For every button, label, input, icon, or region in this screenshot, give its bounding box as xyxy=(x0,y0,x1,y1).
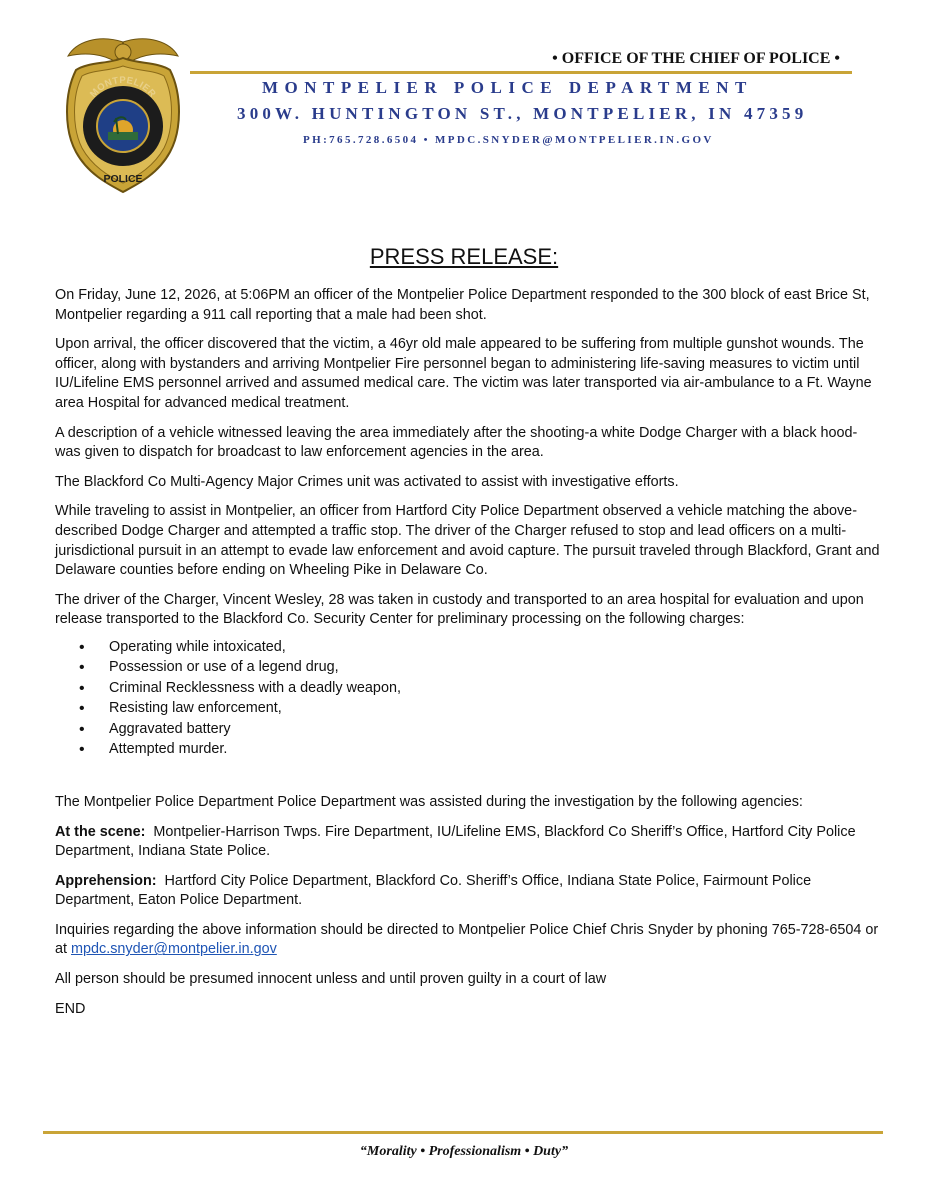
email-link[interactable]: mpdc.snyder@montpelier.in.gov xyxy=(71,941,277,958)
department-contact: PH:765.728.6504 • MPDC.SNYDER@MONTPELIER.IN.GOV xyxy=(303,134,714,146)
at-scene-agencies: Montpelier-Harrison Twps. Fire Department, IU/Lifeline EMS, Blackford Co Sheriff’s Office, Hartford City Police Department, Indiana State Police. xyxy=(55,823,860,860)
spacer xyxy=(55,761,885,793)
apprehension-agencies: Hartford City Police Department, Blackford Co. Sheriff’s Office, Indiana State Police, Fairmount Police Department, Eaton Police Department. xyxy=(55,872,816,909)
paragraph-presumed-innocent: All person should be presumed innocent unless and until proven guilty in a court of law xyxy=(55,971,607,988)
list-item: • Attempted murder. xyxy=(109,740,885,761)
end-marker: END xyxy=(55,1000,86,1017)
at-scene-label: At the scene: xyxy=(55,823,146,840)
paragraph-apprehension xyxy=(55,872,885,911)
police-badge-logo xyxy=(58,34,188,194)
paragraph-arrival: Upon arrival, the officer discovered that the victim, a 46yr old male appeared to be suffering from multiple gunshot wounds. The officer, along with bystanders and arriving Montpelier Fire personnel began to administering life-saving measures to victim until IU/Lifeline EMS personnel arrived and assumed medical care. The victim was later transported via air-ambulance to a Ft. Wayne area Hospital for advanced medical treatment. xyxy=(55,336,872,411)
inquiries-text: Inquiries regarding the above information should be directed to Montpelier Police Chief Chris Snyder by phoning 765-728-6504 or at xyxy=(55,921,879,958)
footer-motto: “Morality • Professionalism • Duty” xyxy=(359,1144,569,1159)
list-item: • Possession or use of a legend drug, xyxy=(109,658,885,679)
apprehension-label: Apprehension: xyxy=(55,872,157,889)
paragraph-pursuit: While traveling to assist in Montpelier, an officer from Hartford City Police Department observed a vehicle matching the above-described Dodge Charger and attempted a traffic stop. The driver of the Charger refused to stop and lead officers on a multi-jurisdictional pursuit in an attempt to evade law enforcement and avoid capture. The pursuit traveled through Blackford, Grant and Delaware counties before ending on Wheeling Pike in Delaware Co. xyxy=(55,503,880,579)
paragraph-inquiries xyxy=(55,921,885,960)
badge-top-text: MONTPELIER xyxy=(88,74,158,100)
paragraph-vehicle-description: A description of a vehicle witnessed leaving the area immediately after the shooting-a white Dodge Charger with a black hood- was given to dispatch for broadcast to law enforcement agencies in the area. xyxy=(55,424,858,461)
department-name: MONTPELIER POLICE DEPARTMENT xyxy=(262,78,753,97)
charges-list xyxy=(55,638,885,761)
press-release-title: PRESS RELEASE: xyxy=(369,244,559,269)
header-gold-rule xyxy=(190,71,852,74)
footer-gold-rule xyxy=(43,1131,883,1134)
badge-bottom-text: POLICE xyxy=(103,173,143,185)
office-of-chief-heading: • OFFICE OF THE CHIEF OF POLICE • xyxy=(552,50,840,67)
list-item: • Aggravated battery xyxy=(109,720,885,741)
list-item: • Resisting law enforcement, xyxy=(109,699,885,720)
list-item: • Operating while intoxicated, xyxy=(109,638,885,659)
paragraph-major-crimes-unit: The Blackford Co Multi-Agency Major Crimes unit was activated to assist with investigative efforts. xyxy=(55,473,679,490)
press-release-body xyxy=(55,286,885,1029)
paragraph-driver-custody: The driver of the Charger, Vincent Wesley, 28 was taken in custody and transported to an area hospital for evaluation and upon release transported to the Blackford Co. Security Center for preliminary processing on the following charges: xyxy=(55,591,864,628)
list-item: • Criminal Recklessness with a deadly weapon, xyxy=(109,679,885,700)
paragraph-incident: On Friday, June 12, 2026, at 5:06PM an officer of the Montpelier Police Department responded to the 300 block of east Brice St, Montpelier regarding a 911 call reporting that a male had been shot. xyxy=(55,287,870,323)
paragraph-at-scene xyxy=(55,823,885,862)
paragraph-assisted-by: The Montpelier Police Department Police Department was assisted during the investigation by the following agencies: xyxy=(55,793,803,810)
department-address: 300W. HUNTINGTON ST., MONTPELIER, IN 47359 xyxy=(237,104,808,123)
